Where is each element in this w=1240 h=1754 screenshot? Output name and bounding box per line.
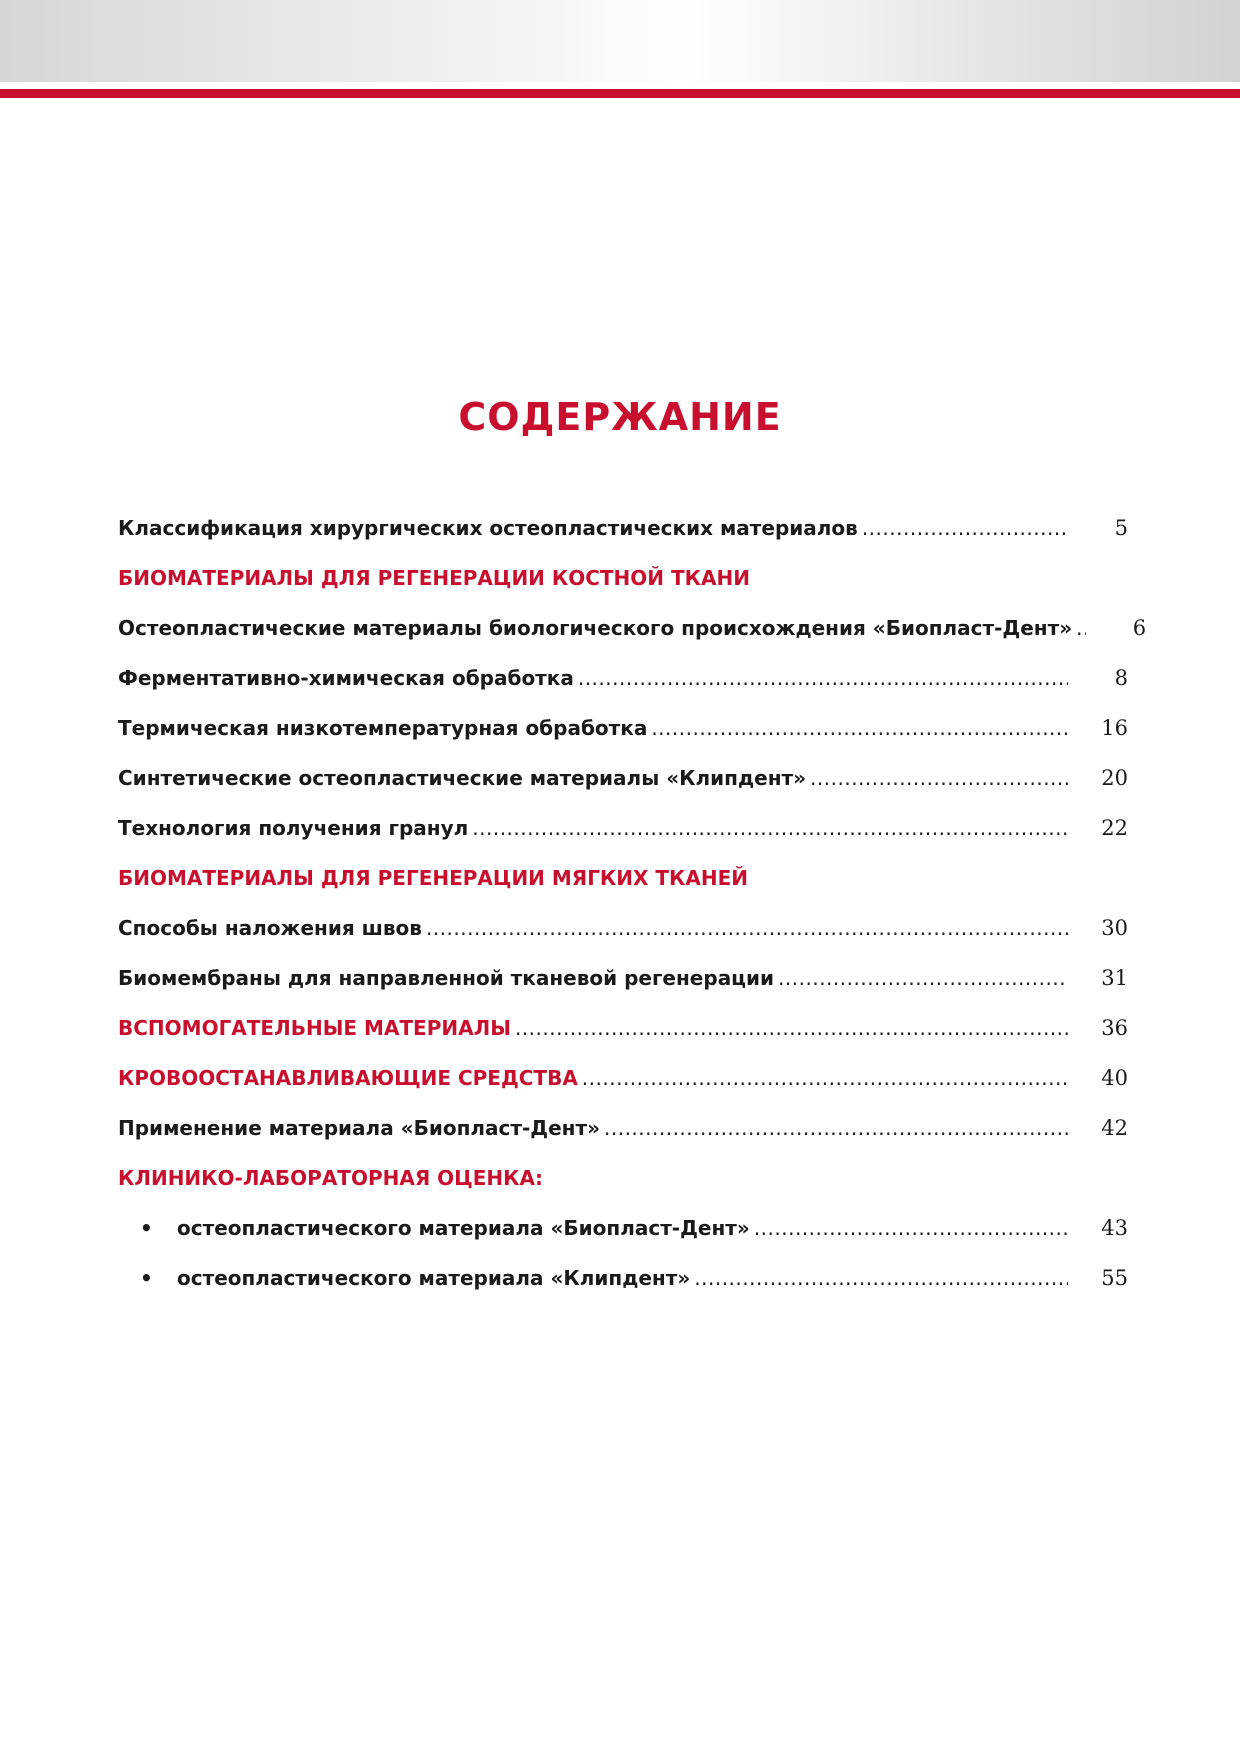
- page-title: СОДЕРЖАНИЕ: [458, 395, 782, 439]
- toc-page-number: 5: [1114, 516, 1128, 540]
- toc-leader-dots: [1076, 616, 1086, 640]
- toc-entry-label: Биомембраны для направленной тканевой регенерации: [118, 966, 775, 990]
- toc-entry-label: Технология получения гранул: [118, 816, 469, 840]
- toc-section-label: ВСПОМОГАТЕЛЬНЫЕ МАТЕРИАЛЫ: [118, 1016, 511, 1040]
- toc-entry-label: Остеопластические материалы биологического происхождения «Биопласт-Дент»: [118, 616, 1073, 640]
- toc-leader-dots: [426, 916, 1068, 940]
- toc-leader-dots: [651, 716, 1068, 740]
- table-of-contents: [118, 503, 1147, 1303]
- toc-entry[interactable]: [118, 903, 1128, 953]
- header-red-stripe: [0, 89, 1240, 98]
- toc-entry[interactable]: [118, 803, 1128, 853]
- toc-entry[interactable]: [118, 703, 1128, 753]
- toc-page-number: 30: [1101, 916, 1128, 940]
- toc-entry-label: остеопластического материала «Биопласт-Дент»: [177, 1216, 750, 1240]
- toc-page-number: 36: [1101, 1016, 1128, 1040]
- header-band: [0, 0, 1240, 82]
- toc-entry-label: Классификация хирургических остеопластических материалов: [118, 516, 858, 540]
- toc-leader-dots: [578, 666, 1068, 690]
- toc-section-heading[interactable]: [118, 1153, 1128, 1203]
- toc-entry-label: Применение материала «Биопласт-Дент»: [118, 1116, 600, 1140]
- toc-section-heading[interactable]: [118, 853, 1128, 903]
- toc-entry-label: Термическая низкотемпературная обработка: [118, 716, 648, 740]
- toc-leader-dots: [582, 1066, 1068, 1090]
- toc-page-number: 6: [1132, 616, 1147, 640]
- toc-leader-dots: [862, 516, 1068, 540]
- toc-leader-dots: [778, 966, 1068, 990]
- toc-entry[interactable]: [118, 603, 1147, 653]
- toc-section-label: БИОМАТЕРИАЛЫ ДЛЯ РЕГЕНЕРАЦИИ МЯГКИХ ТКАНЕЙ: [118, 866, 749, 890]
- toc-entry-label: Ферментативно-химическая обработка: [118, 666, 574, 690]
- toc-page-number: 22: [1101, 816, 1128, 840]
- toc-entry[interactable]: [118, 653, 1128, 703]
- bullet-icon: •: [140, 1216, 153, 1240]
- toc-sub-entry[interactable]: [118, 1203, 1128, 1253]
- toc-page-number: 8: [1114, 666, 1128, 690]
- toc-section-entry[interactable]: [118, 1053, 1128, 1103]
- toc-section-entry[interactable]: [118, 1003, 1128, 1053]
- toc-entry-label: Синтетические остеопластические материалы «Клипдент»: [118, 766, 807, 790]
- bullet-icon: •: [140, 1266, 153, 1290]
- toc-leader-dots: [515, 1016, 1068, 1040]
- toc-entry[interactable]: [118, 753, 1128, 803]
- toc-page-number: 31: [1101, 966, 1128, 990]
- toc-page-number: 43: [1101, 1216, 1128, 1240]
- toc-section-label: КЛИНИКО-ЛАБОРАТОРНАЯ ОЦЕНКА:: [118, 1166, 543, 1190]
- toc-entry[interactable]: [118, 1103, 1128, 1153]
- toc-leader-dots: [694, 1266, 1068, 1290]
- toc-entry-label: Способы наложения швов: [118, 916, 422, 940]
- toc-sub-entry[interactable]: [118, 1253, 1128, 1303]
- toc-section-label: БИОМАТЕРИАЛЫ ДЛЯ РЕГЕНЕРАЦИИ КОСТНОЙ ТКАНИ: [118, 566, 750, 590]
- toc-section-heading[interactable]: [118, 553, 1128, 603]
- toc-page-number: 55: [1101, 1266, 1128, 1290]
- toc-entry[interactable]: [118, 953, 1128, 1003]
- toc-entry[interactable]: [118, 503, 1128, 553]
- toc-page-number: 16: [1101, 716, 1128, 740]
- toc-leader-dots: [472, 816, 1068, 840]
- toc-page-number: 42: [1101, 1116, 1128, 1140]
- toc-entry-label: остеопластического материала «Клипдент»: [177, 1266, 691, 1290]
- toc-section-label: КРОВООСТАНАВЛИВАЮЩИЕ СРЕДСТВА: [118, 1066, 578, 1090]
- toc-leader-dots: [810, 766, 1068, 790]
- toc-page-number: 40: [1101, 1066, 1128, 1090]
- toc-leader-dots: [604, 1116, 1068, 1140]
- toc-leader-dots: [754, 1216, 1068, 1240]
- toc-page-number: 20: [1101, 766, 1128, 790]
